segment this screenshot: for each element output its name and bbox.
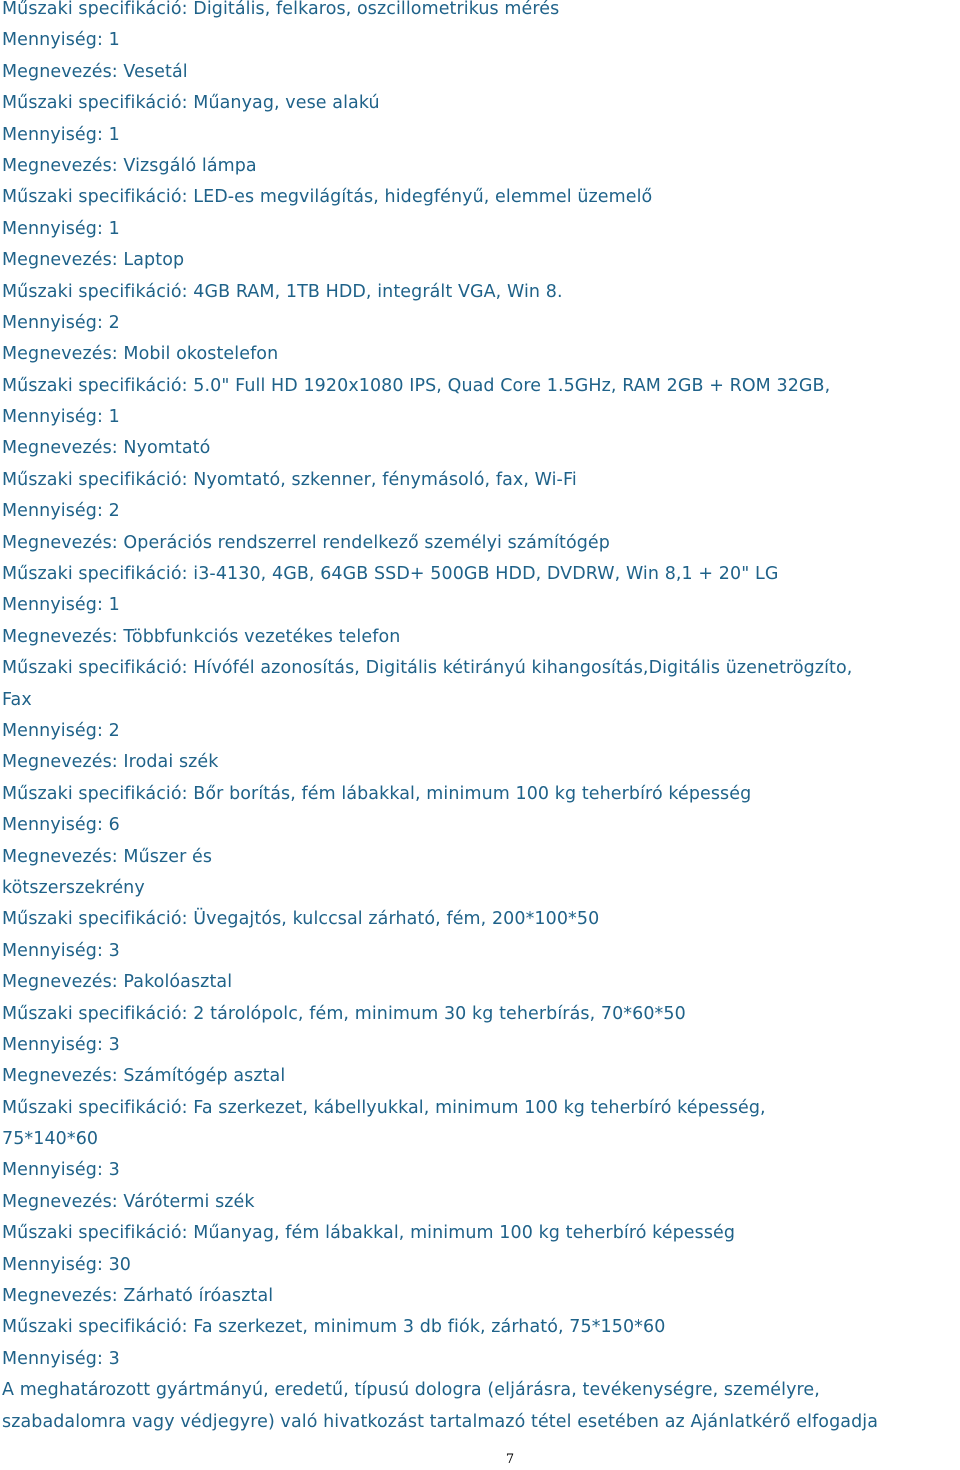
text-line: Megnevezés: Műszer és	[2, 846, 213, 867]
text-line: Műszaki specifikáció: Műanyag, fém lábakkal, minimum 100 kg teherbíró képesség	[2, 1223, 736, 1244]
text-line: Műszaki specifikáció: Fa szerkezet, kábellyukkal, minimum 100 kg teherbíró képesség,	[2, 1097, 766, 1118]
text-line: kötszerszekrény	[2, 877, 145, 898]
text-line: Megnevezés: Operációs rendszerrel rendelkező személyi számítógép	[2, 532, 610, 553]
text-line: Megnevezés: Számítógép asztal	[2, 1066, 286, 1087]
text-line: Műszaki specifikáció: Műanyag, vese alakú	[2, 93, 380, 114]
text-line: szabadalomra vagy védjegyre) való hivatkozást tartalmazó tétel esetében az Ajánlatkérő elfogadja	[2, 1411, 879, 1432]
text-line: Műszaki specifikáció: Fa szerkezet, minimum 3 db fiók, zárható, 75*150*60	[2, 1317, 666, 1338]
text-line: Mennyiség: 1	[2, 30, 120, 51]
text-line: Mennyiség: 3	[2, 1034, 120, 1055]
text-line: Műszaki specifikáció: 4GB RAM, 1TB HDD, integrált VGA, Win 8.	[2, 281, 563, 302]
text-line: Mennyiség: 1	[2, 218, 120, 239]
text-line: Megnevezés: Várótermi szék	[2, 1191, 255, 1212]
text-line: Mennyiség: 2	[2, 312, 120, 333]
text-line: Mennyiség: 1	[2, 595, 120, 616]
text-line: Megnevezés: Nyomtató	[2, 438, 211, 459]
text-line: Mennyiség: 6	[2, 815, 120, 836]
document-body	[2, 0, 960, 1438]
text-line: Megnevezés: Laptop	[2, 250, 185, 271]
text-line: Műszaki specifikáció: 2 tárolópolc, fém, minimum 30 kg teherbírás, 70*60*50	[2, 1003, 686, 1024]
text-line: Mennyiség: 2	[2, 720, 120, 741]
text-line: Mennyiség: 3	[2, 1348, 120, 1369]
text-line: Mennyiség: 1	[2, 407, 120, 428]
text-line: Műszaki specifikáció: Nyomtató, szkenner, fénymásoló, fax, Wi-Fi	[2, 469, 577, 490]
text-line: Műszaki specifikáció: LED-es megvilágítás, hidegfényű, elemmel üzemelő	[2, 187, 653, 208]
text-line: A meghatározott gyártmányú, eredetű, típusú dologra (eljárásra, tevékenységre, személyre,	[2, 1380, 820, 1401]
text-line: Mennyiség: 30	[2, 1254, 132, 1275]
text-line: 75*140*60	[2, 1129, 99, 1150]
text-line: Műszaki specifikáció: Hívófél azonosítás, Digitális kétirányú kihangosítás,Digitális üzenetrögzíto,	[2, 658, 853, 679]
text-line: Megnevezés: Többfunkciós vezetékes telefon	[2, 626, 401, 647]
text-line: Műszaki specifikáció: Üvegajtós, kulccsal zárható, fém, 200*100*50	[2, 909, 600, 930]
text-line: Műszaki specifikáció: i3-4130, 4GB, 64GB SSD+ 500GB HDD, DVDRW, Win 8,1 + 20" LG	[2, 564, 779, 585]
text-line: Megnevezés: Vesetál	[2, 61, 188, 82]
text-line: Fax	[2, 689, 32, 710]
text-line: Műszaki specifikáció: Bőr borítás, fém lábakkal, minimum 100 kg teherbíró képesség	[2, 783, 752, 804]
text-line: Megnevezés: Irodai szék	[2, 752, 219, 773]
text-line: Műszaki specifikáció: 5.0" Full HD 1920x1080 IPS, Quad Core 1.5GHz, RAM 2GB + ROM 32GB,	[2, 375, 831, 396]
text-line: Megnevezés: Vizsgáló lámpa	[2, 155, 257, 176]
page-number: 7	[505, 1452, 515, 1467]
text-line: Megnevezés: Pakolóasztal	[2, 972, 233, 993]
text-line: Műszaki specifikáció: Digitális, felkaros, oszcillometrikus mérés	[2, 0, 560, 19]
text-line: Megnevezés: Mobil okostelefon	[2, 344, 279, 365]
text-line: Mennyiség: 2	[2, 501, 120, 522]
text-line: Mennyiség: 3	[2, 940, 120, 961]
text-line: Mennyiség: 1	[2, 124, 120, 145]
text-line: Megnevezés: Zárható íróasztal	[2, 1286, 274, 1307]
text-line: Mennyiség: 3	[2, 1160, 120, 1181]
